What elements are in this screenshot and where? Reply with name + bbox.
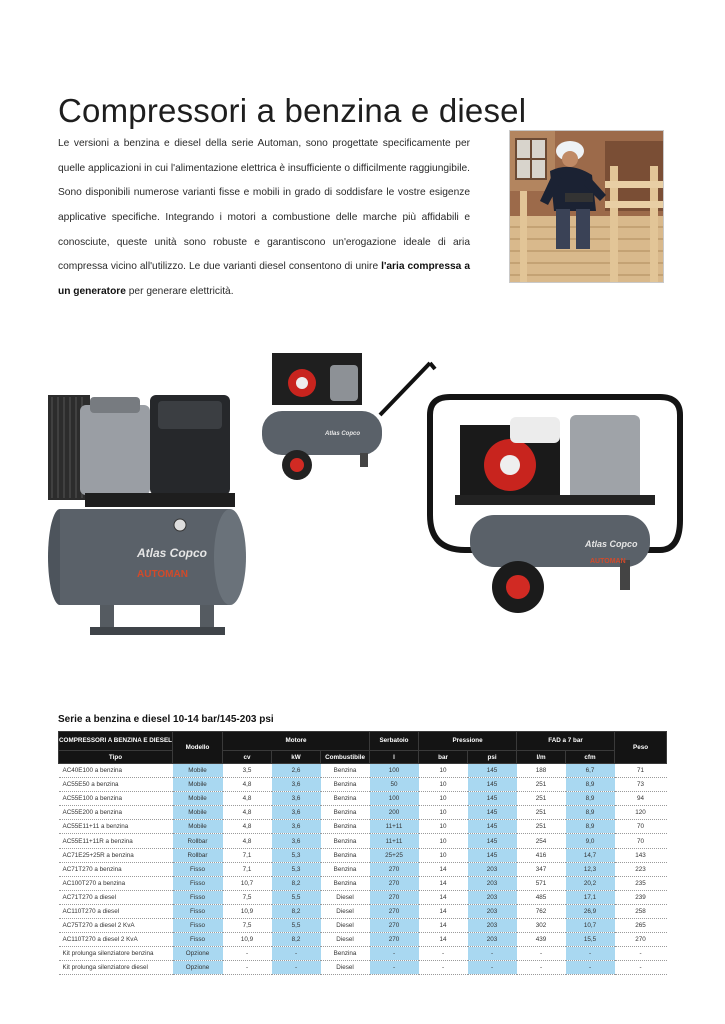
cell-tipo: AC71T270 a diesel <box>59 890 173 904</box>
cell-peso: 143 <box>615 848 667 862</box>
cell-combustibile: Benzina <box>321 848 370 862</box>
table-row <box>59 806 667 820</box>
cell-cfm: 9,0 <box>566 834 615 848</box>
table-row <box>59 792 667 806</box>
cell-cv: 4,8 <box>223 806 272 820</box>
cell-kw: 8,2 <box>272 904 321 918</box>
intro-end-text: per generare elettricità. <box>125 285 234 297</box>
cell-combustibile: Benzina <box>321 778 370 792</box>
cell-combustibile: Benzina <box>321 834 370 848</box>
table-row <box>59 876 667 890</box>
cell-bar: 14 <box>419 904 468 918</box>
cell-cfm: 14,7 <box>566 848 615 862</box>
cell-bar: 10 <box>419 764 468 778</box>
cell-kw: 8,2 <box>272 933 321 947</box>
cell-cv: 10,9 <box>223 933 272 947</box>
cell-bar: 10 <box>419 806 468 820</box>
cell-tipo: AC71T270 a benzina <box>59 862 173 876</box>
cell-kw: - <box>272 961 321 975</box>
cell-lm: 762 <box>517 904 566 918</box>
cell-cfm: 26,9 <box>566 904 615 918</box>
cell-tipo: AC55E100 a benzina <box>59 792 173 806</box>
cell-combustibile: Diesel <box>321 961 370 975</box>
cell-combustibile: Benzina <box>321 876 370 890</box>
cell-cv: 4,8 <box>223 778 272 792</box>
table-subheader-row <box>59 751 667 764</box>
cell-psi: 203 <box>468 862 517 876</box>
header-l: l <box>370 751 419 764</box>
cell-combustibile: Benzina <box>321 806 370 820</box>
cell-peso: 120 <box>615 806 667 820</box>
cell-tipo: AC55E200 a benzina <box>59 806 173 820</box>
cell-bar: 14 <box>419 933 468 947</box>
cell-bar: 14 <box>419 876 468 890</box>
cell-peso: 258 <box>615 904 667 918</box>
product-photo-group <box>40 335 700 675</box>
cell-cfm: 8,9 <box>566 806 615 820</box>
cell-modello: Mobile <box>173 778 223 792</box>
cell-bar: - <box>419 961 468 975</box>
table-row <box>59 778 667 792</box>
header-lm: l/m <box>517 751 566 764</box>
stationary-compressor <box>48 395 246 635</box>
table-body <box>59 764 667 975</box>
cell-peso: 235 <box>615 876 667 890</box>
cell-peso: 270 <box>615 933 667 947</box>
cell-peso: - <box>615 961 667 975</box>
cell-cv: 10,7 <box>223 876 272 890</box>
brand-product-left: AUTOMAN <box>137 569 188 580</box>
cell-l: 100 <box>370 792 419 806</box>
cell-l: 11+11 <box>370 820 419 834</box>
cell-psi: - <box>468 961 517 975</box>
cell-tipo: AC110T270 a diesel 2 KvA <box>59 933 173 947</box>
cell-modello: Fisso <box>173 862 223 876</box>
header-cv: cv <box>223 751 272 764</box>
cell-lm: 251 <box>517 806 566 820</box>
cell-modello: Opzione <box>173 947 223 961</box>
cell-peso: 94 <box>615 792 667 806</box>
cell-bar: 14 <box>419 919 468 933</box>
cell-l: 270 <box>370 933 419 947</box>
table-row <box>59 947 667 961</box>
header-modello: Modello <box>173 732 223 764</box>
cell-modello: Fisso <box>173 933 223 947</box>
cell-peso: - <box>615 947 667 961</box>
cell-psi: 203 <box>468 919 517 933</box>
cell-modello: Rollbar <box>173 848 223 862</box>
cell-tipo: Kit prolunga silenziatore benzina <box>59 947 173 961</box>
cell-cfm: 8,9 <box>566 820 615 834</box>
cell-cv: 4,8 <box>223 834 272 848</box>
cell-bar: 10 <box>419 834 468 848</box>
cell-kw: 5,3 <box>272 848 321 862</box>
cell-l: 50 <box>370 778 419 792</box>
brand-logo-right: Atlas Copco <box>585 539 638 549</box>
cell-kw: 2,6 <box>272 764 321 778</box>
cell-modello: Mobile <box>173 806 223 820</box>
cell-cv: - <box>223 947 272 961</box>
cell-lm: 302 <box>517 919 566 933</box>
cell-tipo: AC110T270 a diesel <box>59 904 173 918</box>
cell-psi: 145 <box>468 806 517 820</box>
cell-tipo: AC55E11+11 a benzina <box>59 820 173 834</box>
worker-illustration <box>510 131 664 283</box>
cell-l: 270 <box>370 862 419 876</box>
header-motore: Motore <box>223 732 370 751</box>
header-psi: psi <box>468 751 517 764</box>
cell-lm: - <box>517 947 566 961</box>
cell-cv: 4,8 <box>223 820 272 834</box>
cell-tipo: Kit prolunga silenziatore diesel <box>59 961 173 975</box>
cell-combustibile: Benzina <box>321 792 370 806</box>
cell-combustibile: Diesel <box>321 904 370 918</box>
cell-combustibile: Benzina <box>321 764 370 778</box>
cell-bar: 10 <box>419 792 468 806</box>
header-fad: FAD a 7 bar <box>517 732 615 751</box>
cell-tipo: AC75T270 a diesel 2 KvA <box>59 919 173 933</box>
cell-combustibile: Benzina <box>321 820 370 834</box>
cell-kw: 3,6 <box>272 778 321 792</box>
intro-text: Le versioni a benzina e diesel della serie Automan, sono progettate specificamente per quelle applicazioni in cui l'alimentazione elettrica è insufficiente o difficilmente raggiungibile. Sono disponibili numerose varianti fisse e mobili in grado di soddisfare le vostre esigenze applicative specifiche. Integrando i motori a combustione delle marche più affidabili e conosciute, queste unità sono robuste e garantiscono un'erogazione ideale di aria compressa vicino all'utilizzo. Le due varianti diesel consentono di unire <box>58 138 470 273</box>
cell-lm: 254 <box>517 834 566 848</box>
table-row <box>59 834 667 848</box>
cell-tipo: AC40E100 a benzina <box>59 764 173 778</box>
brand-logo-left: Atlas Copco <box>137 546 208 560</box>
brand-logo-middle: Atlas Copco <box>325 431 361 437</box>
cell-psi: 145 <box>468 764 517 778</box>
cell-modello: Fisso <box>173 876 223 890</box>
cell-lm: 571 <box>517 876 566 890</box>
cell-modello: Opzione <box>173 961 223 975</box>
cell-l: 11+11 <box>370 834 419 848</box>
cell-modello: Rollbar <box>173 834 223 848</box>
cell-lm: 188 <box>517 764 566 778</box>
cell-psi: - <box>468 947 517 961</box>
cell-tipo: AC71E25+25R a benzina <box>59 848 173 862</box>
cell-l: 270 <box>370 919 419 933</box>
cell-cfm: 8,9 <box>566 778 615 792</box>
cell-peso: 70 <box>615 820 667 834</box>
spec-table <box>58 731 667 975</box>
cell-peso: 265 <box>615 919 667 933</box>
cell-combustibile: Diesel <box>321 919 370 933</box>
table-row <box>59 764 667 778</box>
cell-bar: 10 <box>419 778 468 792</box>
header-kw: kW <box>272 751 321 764</box>
cell-l: 270 <box>370 876 419 890</box>
cell-combustibile: Benzina <box>321 862 370 876</box>
header-group: COMPRESSORI A BENZINA E DIESEL <box>59 732 173 751</box>
cell-cv: 7,5 <box>223 919 272 933</box>
cell-lm: 485 <box>517 890 566 904</box>
cell-peso: 70 <box>615 834 667 848</box>
cell-bar: 10 <box>419 820 468 834</box>
compressors-illustration <box>40 335 700 675</box>
table-row <box>59 904 667 918</box>
table-row <box>59 820 667 834</box>
table-row <box>59 919 667 933</box>
cell-modello: Fisso <box>173 919 223 933</box>
cell-bar: 14 <box>419 862 468 876</box>
cell-psi: 145 <box>468 834 517 848</box>
cell-kw: 5,5 <box>272 890 321 904</box>
table-row <box>59 862 667 876</box>
header-pressione: Pressione <box>419 732 517 751</box>
cell-cv: 3,5 <box>223 764 272 778</box>
cell-kw: 5,3 <box>272 862 321 876</box>
cell-kw: 3,6 <box>272 806 321 820</box>
cell-kw: - <box>272 947 321 961</box>
cell-bar: 14 <box>419 890 468 904</box>
cell-cfm: - <box>566 961 615 975</box>
brand-product-right: AUTOMAN <box>590 558 626 565</box>
cell-cfm: 20,2 <box>566 876 615 890</box>
cell-combustibile: Diesel <box>321 890 370 904</box>
cell-combustibile: Benzina <box>321 947 370 961</box>
cell-modello: Mobile <box>173 820 223 834</box>
cell-lm: 251 <box>517 778 566 792</box>
cell-modello: Fisso <box>173 904 223 918</box>
rollbar-compressor <box>430 397 680 613</box>
cell-cfm: 15,5 <box>566 933 615 947</box>
cell-tipo: AC100T270 a benzina <box>59 876 173 890</box>
cell-l: 270 <box>370 904 419 918</box>
cell-cv: 7,1 <box>223 848 272 862</box>
cell-kw: 8,2 <box>272 876 321 890</box>
cell-cv: 4,8 <box>223 792 272 806</box>
header-peso: Peso <box>615 732 667 764</box>
header-tipo: Tipo <box>59 751 173 764</box>
cell-tipo: AC55E11+11R a benzina <box>59 834 173 848</box>
cell-lm: 416 <box>517 848 566 862</box>
cell-psi: 203 <box>468 933 517 947</box>
cell-cfm: - <box>566 947 615 961</box>
cell-l: - <box>370 947 419 961</box>
table-row <box>59 961 667 975</box>
cell-modello: Mobile <box>173 764 223 778</box>
table-header-row <box>59 732 667 751</box>
cell-lm: 439 <box>517 933 566 947</box>
cell-psi: 203 <box>468 890 517 904</box>
cell-combustibile: Diesel <box>321 933 370 947</box>
cell-l: - <box>370 961 419 975</box>
cell-lm: 251 <box>517 820 566 834</box>
cell-peso: 239 <box>615 890 667 904</box>
cell-cv: 7,1 <box>223 862 272 876</box>
cell-cfm: 12,3 <box>566 862 615 876</box>
cell-cfm: 10,7 <box>566 919 615 933</box>
header-cfm: cfm <box>566 751 615 764</box>
cell-l: 200 <box>370 806 419 820</box>
cell-tipo: AC55E50 a benzina <box>59 778 173 792</box>
page-title: Compressori a benzina e diesel <box>58 92 527 130</box>
cell-psi: 203 <box>468 876 517 890</box>
cell-modello: Fisso <box>173 890 223 904</box>
cell-cv: 10,9 <box>223 904 272 918</box>
cell-peso: 223 <box>615 862 667 876</box>
mobile-compressor <box>262 353 435 480</box>
cell-psi: 145 <box>468 848 517 862</box>
cell-lm: 251 <box>517 792 566 806</box>
cell-l: 100 <box>370 764 419 778</box>
cell-l: 25+25 <box>370 848 419 862</box>
cell-lm: 347 <box>517 862 566 876</box>
cell-psi: 145 <box>468 820 517 834</box>
table-row <box>59 848 667 862</box>
cell-peso: 73 <box>615 778 667 792</box>
header-combustibile: Combustibile <box>321 751 370 764</box>
worker-photo <box>509 130 664 283</box>
cell-cfm: 8,9 <box>566 792 615 806</box>
cell-bar: - <box>419 947 468 961</box>
cell-cv: - <box>223 961 272 975</box>
cell-bar: 10 <box>419 848 468 862</box>
cell-kw: 3,6 <box>272 834 321 848</box>
cell-l: 270 <box>370 890 419 904</box>
cell-peso: 71 <box>615 764 667 778</box>
intro-paragraph <box>58 132 470 304</box>
cell-cfm: 6,7 <box>566 764 615 778</box>
cell-psi: 145 <box>468 778 517 792</box>
cell-kw: 3,6 <box>272 792 321 806</box>
cell-psi: 145 <box>468 792 517 806</box>
header-serbatoio: Serbatoio <box>370 732 419 751</box>
cell-cfm: 17,1 <box>566 890 615 904</box>
table-row <box>59 933 667 947</box>
intro-bold-text: l'aria compressa a un generatore <box>58 261 470 297</box>
cell-modello: Mobile <box>173 792 223 806</box>
header-bar: bar <box>419 751 468 764</box>
cell-kw: 5,5 <box>272 919 321 933</box>
table-title: Serie a benzina e diesel 10-14 bar/145-203 psi <box>58 714 274 725</box>
cell-kw: 3,6 <box>272 820 321 834</box>
cell-psi: 203 <box>468 904 517 918</box>
cell-cv: 7,5 <box>223 890 272 904</box>
cell-lm: - <box>517 961 566 975</box>
table-row <box>59 890 667 904</box>
